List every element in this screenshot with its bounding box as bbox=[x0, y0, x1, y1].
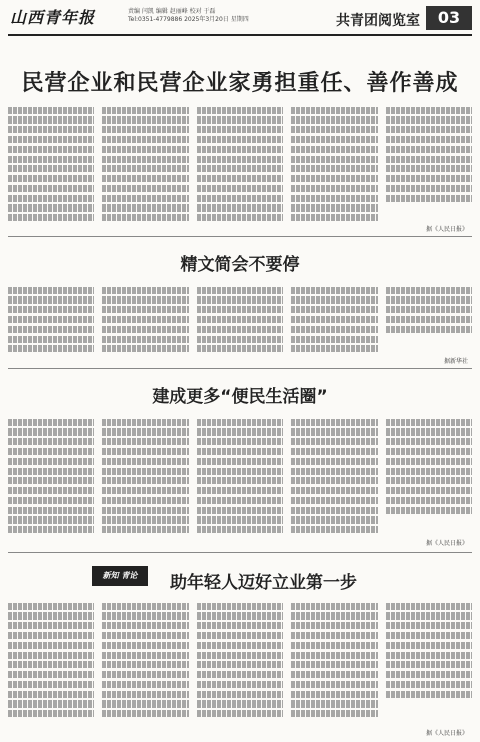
article-3-col bbox=[8, 416, 94, 540]
masthead bbox=[8, 4, 472, 36]
article-3-col bbox=[291, 416, 377, 540]
article-1-col bbox=[386, 104, 472, 232]
newspaper-logo: 山西青年报 bbox=[10, 8, 96, 27]
article-2-col bbox=[102, 284, 188, 360]
divider bbox=[8, 552, 472, 553]
article-1-title: 民营企业和民营企业家勇担重任、善作善成 bbox=[21, 71, 459, 96]
article-3-col bbox=[386, 416, 472, 540]
article-2-col bbox=[386, 284, 472, 360]
article-4-title: 助年轻人迈好立业第一步 bbox=[170, 573, 357, 593]
article-2-title: 精文简会不要停 bbox=[180, 255, 300, 275]
article-3-col bbox=[197, 416, 283, 540]
article-2-body bbox=[8, 284, 472, 360]
article-4-col bbox=[8, 600, 94, 724]
article-3-body bbox=[8, 416, 472, 540]
article-4-col bbox=[386, 600, 472, 724]
article-4-byline: 据《人民日报》 bbox=[425, 730, 468, 737]
article-3-col bbox=[102, 416, 188, 540]
article-1-col bbox=[102, 104, 188, 232]
article-2-col bbox=[197, 284, 283, 360]
article-1-col bbox=[8, 104, 94, 232]
article-4-col bbox=[197, 600, 283, 724]
article-1-col bbox=[291, 104, 377, 232]
editor-line: 责编 闫凯 编辑 赵丽峰 校对 于磊 bbox=[128, 8, 216, 15]
divider bbox=[8, 368, 472, 369]
date-line: Tel:0351-4779886 2025年3月20日 星期四 bbox=[128, 16, 249, 23]
article-4-body bbox=[8, 600, 472, 724]
column-logo: 新知 青论 bbox=[92, 566, 148, 586]
article-2-byline: 据新华社 bbox=[443, 358, 468, 365]
masthead-meta bbox=[128, 8, 288, 24]
article-4-col bbox=[291, 600, 377, 724]
article-3-byline: 据《人民日报》 bbox=[425, 540, 468, 547]
article-2-col bbox=[291, 284, 377, 360]
article-1-body bbox=[8, 104, 472, 232]
divider bbox=[8, 236, 472, 237]
article-2-col bbox=[8, 284, 94, 360]
article-1-byline: 据《人民日报》 bbox=[425, 226, 468, 233]
article-4-col bbox=[102, 600, 188, 724]
section-title: 共青团阅览室 bbox=[336, 13, 420, 29]
page-number: 03 bbox=[426, 6, 472, 30]
article-1-col bbox=[197, 104, 283, 232]
article-3-title: 建成更多“便民生活圈” bbox=[152, 387, 328, 407]
